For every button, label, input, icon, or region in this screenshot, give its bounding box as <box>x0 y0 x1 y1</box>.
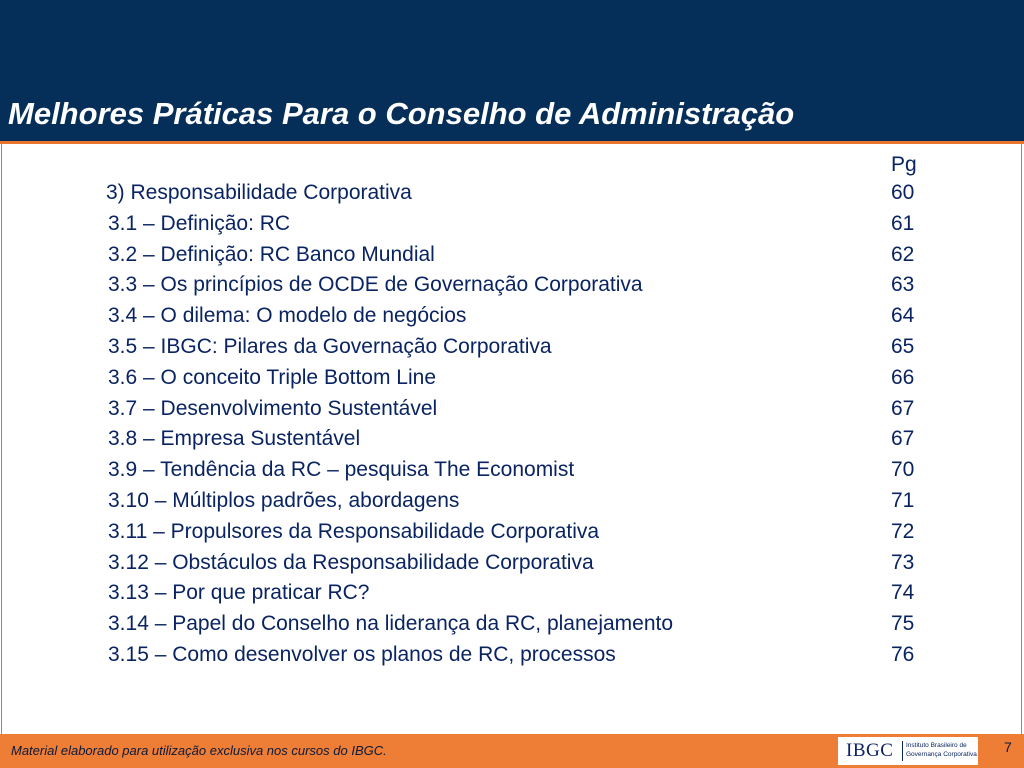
toc-row <box>0 548 1024 579</box>
toc-entry-label: 3.1 – Definição: RC <box>108 211 291 235</box>
toc-row <box>0 640 1024 671</box>
toc-entry-page: 67 <box>891 427 915 451</box>
toc-row <box>0 240 1024 271</box>
page-column-header: Pg <box>891 153 917 176</box>
logo-wordmark: IBGC <box>846 740 894 761</box>
title-bar <box>0 0 1024 141</box>
logo-subtitle-line-1: Instituto Brasileiro de <box>906 742 967 749</box>
toc-entry-page: 76 <box>891 642 915 666</box>
footer-bar <box>0 734 1024 768</box>
toc-entry-label: 3.3 – Os princípios de OCDE de Governação Corporativa <box>108 273 643 297</box>
toc-entry-page: 74 <box>891 581 915 605</box>
toc-entry-label: 3.6 – O conceito Triple Bottom Line <box>108 365 437 389</box>
toc-row <box>0 270 1024 301</box>
toc-entry-label: 3.2 – Definição: RC Banco Mundial <box>108 242 435 266</box>
page-number: 7 <box>1004 739 1012 755</box>
logo-subtitle-line-2: Governança Corporativa <box>906 751 977 758</box>
toc-entry-page: 66 <box>891 365 915 389</box>
toc-row <box>0 486 1024 517</box>
toc-entry-page: 61 <box>891 211 915 235</box>
header-accent-rule <box>0 141 1024 144</box>
toc-entry-page: 60 <box>891 181 915 204</box>
toc-entry-label: 3) Responsabilidade Corporativa <box>106 181 412 204</box>
toc-row <box>0 609 1024 640</box>
toc-row <box>0 455 1024 486</box>
toc-entry-label: 3.7 – Desenvolvimento Sustentável <box>108 396 438 420</box>
logo-divider <box>902 741 903 761</box>
toc-section-row <box>0 178 1024 209</box>
toc-entry-page: 65 <box>891 334 915 358</box>
toc-entry-page: 70 <box>891 458 915 482</box>
footer-disclaimer: Material elaborado para utilização exclusiva nos cursos do IBGC. <box>11 743 387 758</box>
toc-entry-page: 67 <box>891 396 915 420</box>
toc-entry-label: 3.15 – Como desenvolver os planos de RC, processos <box>108 642 616 666</box>
toc-entry-label: 3.11 – Propulsores da Responsabilidade Corporativa <box>108 519 600 543</box>
toc-entry-label: 3.13 – Por que praticar RC? <box>108 581 370 605</box>
ibgc-logo <box>838 737 978 765</box>
toc-entry-label: 3.4 – O dilema: O modelo de negócios <box>108 304 467 328</box>
toc-row <box>0 209 1024 240</box>
toc-row <box>0 332 1024 363</box>
toc-entry-page: 75 <box>891 612 915 636</box>
toc-entry-page: 71 <box>891 488 915 512</box>
toc-entry-page: 64 <box>891 304 915 328</box>
toc-row <box>0 301 1024 332</box>
toc-entry-label: 3.12 – Obstáculos da Responsabilidade Corporativa <box>108 550 594 574</box>
toc-entry-label: 3.14 – Papel do Conselho na liderança da RC, planejamento <box>108 612 674 636</box>
toc-entry-label: 3.10 – Múltiplos padrões, abordagens <box>108 488 460 512</box>
toc-entry-label: 3.9 – Tendência da RC – pesquisa The Economist <box>108 458 575 482</box>
logo-subtitle <box>906 741 977 759</box>
toc-row <box>0 578 1024 609</box>
toc-entry-page: 63 <box>891 273 915 297</box>
toc-row <box>0 363 1024 394</box>
table-of-contents <box>0 178 1024 671</box>
toc-entry-page: 73 <box>891 550 915 574</box>
slide-title: Melhores Práticas Para o Conselho de Administração <box>8 96 795 131</box>
toc-entry-page: 72 <box>891 519 915 543</box>
toc-row <box>0 394 1024 425</box>
toc-entry-page: 62 <box>891 242 915 266</box>
toc-entry-label: 3.8 – Empresa Sustentável <box>108 427 361 451</box>
toc-row <box>0 517 1024 548</box>
toc-entry-label: 3.5 – IBGC: Pilares da Governação Corporativa <box>108 334 552 358</box>
toc-row <box>0 424 1024 455</box>
